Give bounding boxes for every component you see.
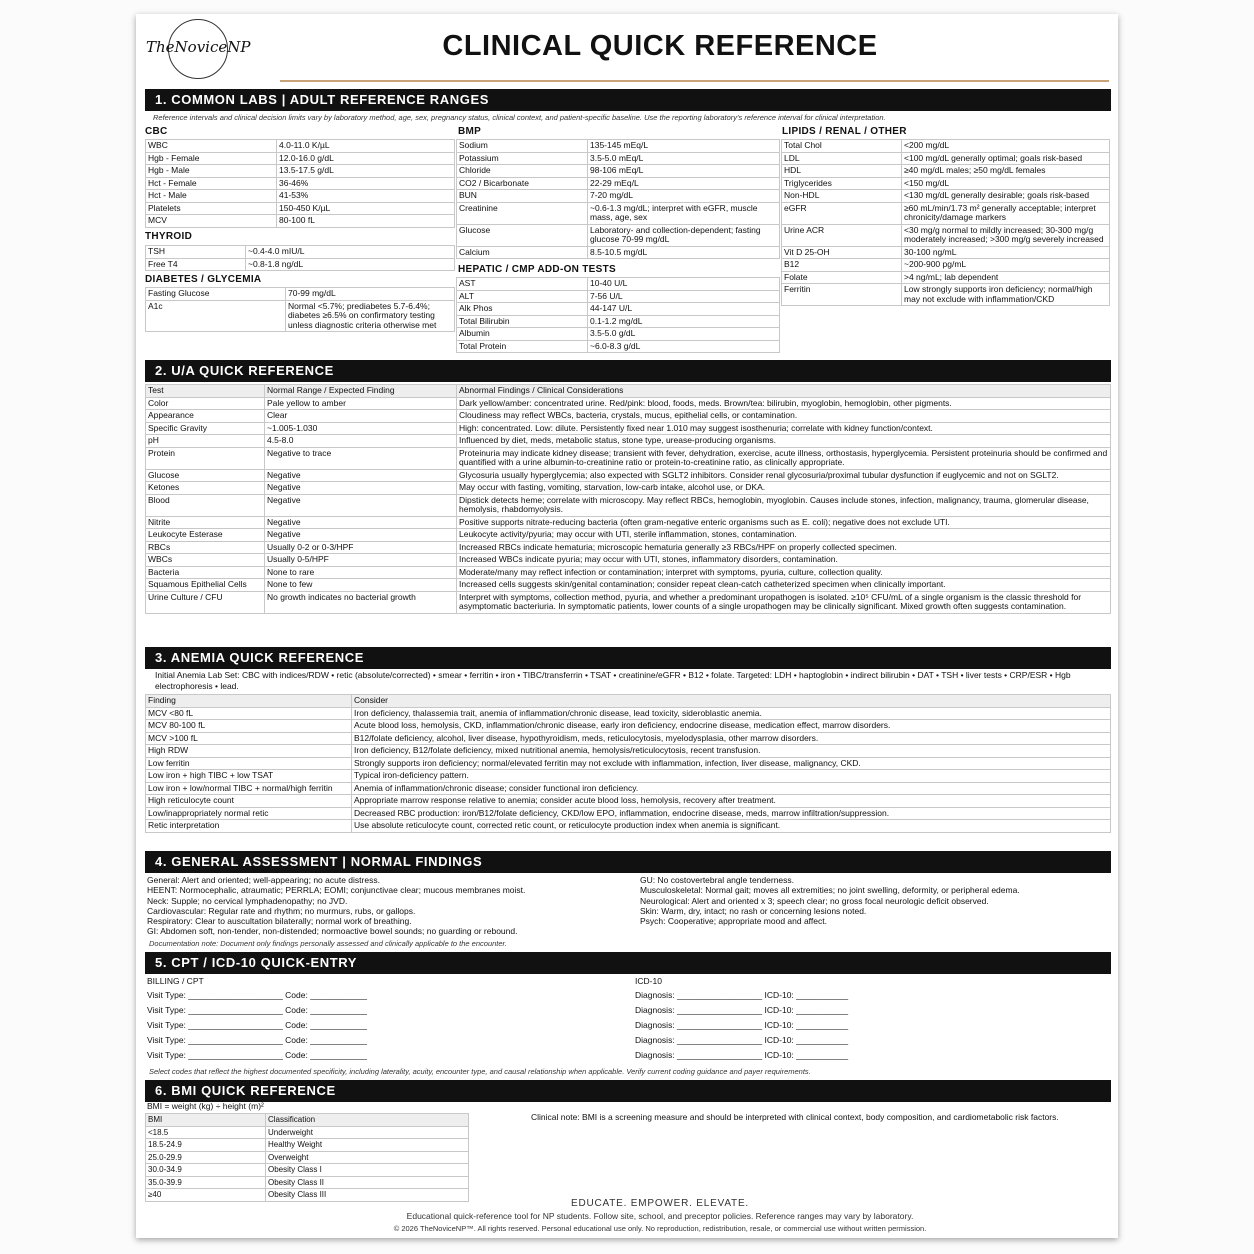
table-cell: 25.0-29.9 [146,1151,266,1164]
table-cell: Laboratory- and collection-dependent; fasting glucose 70-99 mg/dL [588,224,780,246]
billing-entry-line[interactable]: Visit Type: ____________________ Code: ____________ [147,1005,367,1015]
table-cell: Decreased RBC production: iron/B12/folate deficiency, CKD/low EPO, inflammation, endocrine disease, meds, marrow infiltration/suppression. [352,807,1111,820]
table-cell: Proteinuria may indicate kidney disease; transient with fever, dehydration, exercise, acute illness, orthostasis, hyperglycemia. Persistent proteinuria should be confirmed and quantified with a urine albumin-to-creatinine ratio or protein-to-creatinine ratio, as clinically appropriate. [457,447,1111,469]
table-cell: <150 mg/dL [902,177,1110,190]
table-cell: Protein [146,447,265,469]
table-row [457,224,780,246]
table-cell: <18.5 [146,1126,266,1139]
table-cell: Creatinine [457,202,588,224]
table-cell: TSH [146,246,246,259]
table-cell: Non-HDL [782,190,902,203]
table-row [146,410,1111,423]
table-row [782,284,1110,306]
hepatic-title: HEPATIC / CMP ADD-ON TESTS [458,264,616,275]
table-cell: 30-100 ng/mL [902,246,1110,259]
table-row [146,732,1111,745]
table-cell: Appearance [146,410,265,423]
section-1-header: 1. COMMON LABS | ADULT REFERENCE RANGES [145,89,1111,111]
table-row [782,152,1110,165]
table-row [146,591,1111,613]
table-cell: 35.0-39.9 [146,1176,266,1189]
table-cell: Iron deficiency, B12/folate deficiency, mixed nutritional anemia, hemolysis/reticulocytosis, recent transfusion. [352,745,1111,758]
table-row [146,300,455,332]
table-cell: 44-147 U/L [588,303,780,316]
table-row [146,541,1111,554]
table-cell: Urine Culture / CFU [146,591,265,613]
billing-entry-line[interactable]: Visit Type: ____________________ Code: ____________ [147,1020,367,1030]
table-row [146,1151,469,1164]
table-cell: Potassium [457,152,588,165]
table-cell: MCV >100 fL [146,732,352,745]
table-cell: Total Chol [782,140,902,153]
table-cell: Clear [265,410,457,423]
table-cell: Ferritin [782,284,902,306]
bmp-table [456,139,780,259]
bmi-clinical-note: Clinical note: BMI is a screening measure and should be interpreted with clinical context, body composition, and cardiometabolic risk factors. [531,1112,1059,1122]
table-row [146,1164,469,1177]
table-row [146,1139,469,1152]
section-5-header: 5. CPT / ICD-10 QUICK-ENTRY [145,952,1111,974]
icd-entry-line[interactable]: Diagnosis: __________________ ICD-10: ___________ [635,1035,849,1045]
table-cell: ≥60 mL/min/1.73 m² generally acceptable; interpret chronicity/damage markers [902,202,1110,224]
table-cell: Albumin [457,328,588,341]
table-row [146,757,1111,770]
table-cell: ~1.005-1.030 [265,422,457,435]
table-cell: Sodium [457,140,588,153]
table-cell: <100 mg/dL generally optimal; goals risk-based [902,152,1110,165]
table-row [146,516,1111,529]
table-row [146,447,1111,469]
table-cell: Obesity Class II [266,1176,469,1189]
table-cell: WBCs [146,554,265,567]
table-cell: Negative [265,529,457,542]
assessment-line: General: Alert and oriented; well-appearing; no acute distress. [147,875,380,885]
coding-note: Select codes that reflect the highest documented specificity, including laterality, acuity, encounter type, and causal relationship when applicable. Verify current coding guidance and payer requirements. [149,1067,811,1076]
table-cell: Glycosuria usually hyperglycemia; also expected with SGLT2 inhibitors. Consider renal glycosuria/proximal tubular dysfunction if euglycemic and not on SGLT2. [457,469,1111,482]
section-3-header: 3. ANEMIA QUICK REFERENCE [145,647,1111,669]
table-row [782,246,1110,259]
table-cell: Leukocyte activity/pyuria; may occur with UTI, sterile inflammation, stones, contamination. [457,529,1111,542]
table-row [146,770,1111,783]
table-cell: Positive supports nitrate-reducing bacteria (often gram-negative enteric organisms such as E. coli); negative does not exclude UTI. [457,516,1111,529]
table-row [146,469,1111,482]
anemia-table [145,694,1111,833]
bmp-title: BMP [458,126,482,137]
billing-entry-line[interactable]: Visit Type: ____________________ Code: ____________ [147,1050,367,1060]
table-row [457,278,780,291]
table-cell: Specific Gravity [146,422,265,435]
table-cell: <130 mg/dL generally desirable; goals risk-based [902,190,1110,203]
assessment-line: Skin: Warm, dry, intact; no rash or concerning lesions noted. [640,905,867,916]
table-cell: Hct - Male [146,190,277,203]
title-divider [280,80,1109,82]
table-cell: 13.5-17.5 g/dL [277,165,455,178]
table-row [457,246,780,259]
table-row [146,140,455,153]
table-row [782,224,1110,246]
assessment-left-column [147,875,525,937]
table-row [782,177,1110,190]
table-row [457,202,780,224]
table-row [146,529,1111,542]
table-cell: Folate [782,271,902,284]
table-cell: Interpret with symptoms, collection method, pyuria, and whether a predominant uropathogen is isolated. ≥10⁵ CFU/mL of a single organism is the classic threshold for asymptomatic bacteriuria. In symptomatic patients, lower counts of a single uropathogen may be clinically significant. Mixed growth often suggests contamination. [457,591,1111,613]
table-row [146,177,455,190]
table-row [782,140,1110,153]
table-row [146,554,1111,567]
table-cell: Negative [265,469,457,482]
table-cell: Hgb - Male [146,165,277,178]
table-cell: Increased WBCs indicate pyuria; may occur with UTI, stones, inflammatory disorders, contamination. [457,554,1111,567]
table-cell: MCV <80 fL [146,707,352,720]
table-row [782,190,1110,203]
table-cell: Retic interpretation [146,820,352,833]
table-cell: Low iron + high TIBC + low TSAT [146,770,352,783]
footer-copyright: © 2026 TheNoviceNP™. All rights reserved. Personal educational use only. No reproduction, redistribution, resale, or commercial use without written permission. [393,1224,927,1233]
thyroid-table [145,245,455,271]
table-cell: >4 ng/mL; lab dependent [902,271,1110,284]
table-cell: Calcium [457,246,588,259]
table-cell: 36-46% [277,177,455,190]
table-cell: WBC [146,140,277,153]
lipids-table [781,139,1110,306]
table-row [146,482,1111,495]
section-1-note: Reference intervals and clinical decision limits vary by laboratory method, age, sex, pregnancy status, clinical context, and patient-specific baseline. Use the reporting laboratory's reference interval for clinical interpretation. [153,113,886,122]
icd-entry-line[interactable]: Diagnosis: __________________ ICD-10: ___________ [635,990,849,1000]
cbc-table [145,139,455,228]
table-cell: Usually 0-5/HPF [265,554,457,567]
assessment-line: Psych: Cooperative; appropriate mood and affect. [640,916,827,927]
table-cell: A1c [146,300,286,332]
table-header-row [146,1114,469,1127]
table-cell: 7-20 mg/dL [588,190,780,203]
table-cell: 70-99 mg/dL [286,288,455,301]
table-cell: Glucose [146,469,265,482]
column-header: Normal Range / Expected Finding [265,385,457,398]
lipids-title: LIPIDS / RENAL / OTHER [782,126,907,137]
table-row [146,288,455,301]
table-row [457,177,780,190]
table-cell: Glucose [457,224,588,246]
thyroid-title: THYROID [145,231,193,242]
table-cell: Overweight [266,1151,469,1164]
icd-entry-line[interactable]: Diagnosis: __________________ ICD-10: ___________ [635,1050,849,1060]
table-cell: Vit D 25-OH [782,246,902,259]
table-row [146,190,455,203]
table-cell: Moderate/many may reflect infection or contamination; interpret with symptoms, pyuria, culture, collection quality. [457,566,1111,579]
table-cell: BUN [457,190,588,203]
assessment-line: Cardiovascular: Regular rate and rhythm; no murmurs, rubs, or gallops. [147,905,416,916]
table-cell: pH [146,435,265,448]
table-cell: Anemia of inflammation/chronic disease; consider functional iron deficiency. [352,782,1111,795]
table-row [457,152,780,165]
table-cell: eGFR [782,202,902,224]
table-cell: RBCs [146,541,265,554]
table-cell: ~0.6-1.3 mg/dL; interpret with eGFR, muscle mass, age, sex [588,202,780,224]
table-cell: AST [457,278,588,291]
table-cell: May occur with fasting, vomiting, starvation, low-carb intake, alcohol use, or DKA. [457,482,1111,495]
assessment-line: Musculoskeletal: Normal gait; moves all extremities; no joint swelling, deformity, or peripheral edema. [640,885,1020,896]
table-row [782,259,1110,272]
table-cell: 0.1-1.2 mg/dL [588,315,780,328]
footer-tagline: EDUCATE. EMPOWER. ELEVATE. [570,1198,750,1209]
table-cell: 98-106 mEq/L [588,165,780,178]
table-row [146,707,1111,720]
hepatic-table [456,277,780,353]
bmi-formula: BMI = weight (kg) ÷ height (m)² [147,1101,264,1111]
table-cell: Hct - Female [146,177,277,190]
table-row [146,795,1111,808]
table-cell: Strongly supports iron deficiency; normal/elevated ferritin may not exclude with inflammation, infection, liver disease, malignancy, CKD. [352,757,1111,770]
table-row [146,720,1111,733]
bmi-table [145,1113,469,1202]
table-row [146,435,1111,448]
column-header: Abnormal Findings / Clinical Considerations [457,385,1111,398]
icd-entry-line[interactable]: Diagnosis: __________________ ICD-10: ___________ [635,1020,849,1030]
table-row [146,782,1111,795]
table-cell: Platelets [146,202,277,215]
table-cell: Triglycerides [782,177,902,190]
table-cell: 3.5-5.0 g/dL [588,328,780,341]
table-row [457,190,780,203]
table-cell: 10-40 U/L [588,278,780,291]
table-cell: Squamous Epithelial Cells [146,579,265,592]
table-row [146,246,455,259]
column-header: Finding [146,695,352,708]
table-row [146,566,1111,579]
table-cell: 135-145 mEq/L [588,140,780,153]
assessment-line: HEENT: Normocephalic, atraumatic; PERRLA; EOMI; conjunctivae clear; mucous membranes moist. [147,885,526,896]
diabetes-table [145,287,455,332]
table-cell: Total Protein [457,340,588,353]
table-cell: ≥40 mg/dL males; ≥50 mg/dL females [902,165,1110,178]
table-cell: Urine ACR [782,224,902,246]
table-cell: 18.5-24.9 [146,1139,266,1152]
documentation-note: Documentation note: Document only findings personally assessed and clinically applicable to the encounter. [149,939,507,948]
table-cell: Healthy Weight [266,1139,469,1152]
table-cell: Low/inappropriately normal retic [146,807,352,820]
table-row [457,340,780,353]
table-cell: Blood [146,494,265,516]
table-row [782,202,1110,224]
table-header-row [146,385,1111,398]
table-cell: Color [146,397,265,410]
table-cell: MCV [146,215,277,228]
table-cell: Nitrite [146,516,265,529]
table-row [457,140,780,153]
billing-entry-line[interactable]: Visit Type: ____________________ Code: ____________ [147,1035,367,1045]
table-row [146,807,1111,820]
table-cell: Influenced by diet, meds, metabolic status, stone type, urease-producing organisms. [457,435,1111,448]
table-cell: ~200-900 pg/mL [902,259,1110,272]
billing-entry-line[interactable]: Visit Type: ____________________ Code: ____________ [147,990,367,1000]
table-cell: Iron deficiency, thalassemia trait, anemia of inflammation/chronic disease, lead toxicity, sideroblastic anemia. [352,707,1111,720]
table-cell: Increased cells suggests skin/genital contamination; consider repeat clean-catch catheterized specimen when clinically important. [457,579,1111,592]
table-cell: Fasting Glucose [146,288,286,301]
icd-label: ICD-10 [635,976,662,986]
table-cell: CO2 / Bicarbonate [457,177,588,190]
icd-entry-line[interactable]: Diagnosis: __________________ ICD-10: ___________ [635,1005,849,1015]
table-cell: High RDW [146,745,352,758]
table-cell: MCV 80-100 fL [146,720,352,733]
section-4-header: 4. GENERAL ASSESSMENT | NORMAL FINDINGS [145,851,1111,873]
table-row [146,202,455,215]
table-cell: ALT [457,290,588,303]
table-row [146,1176,469,1189]
table-cell: <30 mg/g normal to mildly increased; 30-300 mg/g moderately increased; >300 mg/g severely increased [902,224,1110,246]
table-cell: Obesity Class I [266,1164,469,1177]
table-cell: Negative to trace [265,447,457,469]
table-cell: Alk Phos [457,303,588,316]
table-cell: Cloudiness may reflect WBCs, bacteria, crystals, mucus, epithelial cells, or contamination. [457,410,1111,423]
reference-sheet [136,14,1118,1238]
table-cell: 3.5-5.0 mEq/L [588,152,780,165]
table-cell: Bacteria [146,566,265,579]
table-cell: 30.0-34.9 [146,1164,266,1177]
table-cell: Ketones [146,482,265,495]
table-cell: Increased RBCs indicate hematuria; microscopic hematuria generally ≥3 RBCs/HPF on properly collected specimen. [457,541,1111,554]
table-cell: <200 mg/dL [902,140,1110,153]
table-cell: Leukocyte Esterase [146,529,265,542]
table-cell: Total Bilirubin [457,315,588,328]
table-row [457,328,780,341]
table-cell: High reticulocyte count [146,795,352,808]
table-cell: Pale yellow to amber [265,397,457,410]
table-row [146,258,455,271]
assessment-line: GU: No costovertebral angle tenderness. [640,875,795,885]
assessment-line: Neck: Supple; no cervical lymphadenopathy; no JVD. [147,895,348,906]
table-cell: Use absolute reticulocyte count, corrected retic count, or reticulocyte production index when anemia is significant. [352,820,1111,833]
table-cell: 12.0-16.0 g/dL [277,152,455,165]
table-cell: Free T4 [146,258,246,271]
footer-disclaimer: Educational quick-reference tool for NP students. Follow site, school, and preceptor policies. Reference ranges may vary by laboratory. [406,1211,914,1221]
table-cell: High: concentrated. Low: dilute. Persistently fixed near 1.010 may suggest isosthenuria; correlate with kidney function/context. [457,422,1111,435]
table-cell: 8.5-10.5 mg/dL [588,246,780,259]
section-2-header: 2. U/A QUICK REFERENCE [145,360,1111,382]
table-row [782,165,1110,178]
table-cell: 4.5-8.0 [265,435,457,448]
table-row [146,579,1111,592]
table-cell: 7-56 U/L [588,290,780,303]
table-cell: Negative [265,516,457,529]
column-header: Consider [352,695,1111,708]
column-header: Classification [266,1114,469,1127]
table-cell: No growth indicates no bacterial growth [265,591,457,613]
table-row [457,290,780,303]
table-row [146,745,1111,758]
table-cell: Negative [265,482,457,495]
table-cell: 22-29 mEq/L [588,177,780,190]
urinalysis-table [145,384,1111,614]
table-cell: ≥40 [146,1189,266,1202]
table-cell: B12 [782,259,902,272]
table-cell: Typical iron-deficiency pattern. [352,770,1111,783]
billing-label: BILLING / CPT [147,976,204,986]
table-row [457,303,780,316]
table-cell: B12/folate deficiency, alcohol, liver disease, hypothyroidism, meds, reticulocytosis, myelodysplasia, other marrow disorders. [352,732,1111,745]
table-cell: Usually 0-2 or 0-3/HPF [265,541,457,554]
table-cell: 80-100 fL [277,215,455,228]
assessment-line: Neurological: Alert and oriented x 3; speech clear; no gross focal neurologic deficit observed. [640,895,989,906]
assessment-line: Respiratory: Clear to auscultation bilaterally; normal work of breathing. [147,916,412,927]
table-cell: None to rare [265,566,457,579]
section-6-header: 6. BMI QUICK REFERENCE [145,1080,1111,1102]
table-row [146,152,455,165]
table-row [457,165,780,178]
table-cell: Underweight [266,1126,469,1139]
logo-text: TheNoviceNP [146,38,251,56]
table-cell: Appropriate marrow response relative to anemia; consider acute blood loss, hemolysis, recovery after treatment. [352,795,1111,808]
table-row [146,422,1111,435]
table-cell: LDL [782,152,902,165]
table-cell: Low iron + low/normal TIBC + normal/high ferritin [146,782,352,795]
anemia-lab-set: Initial Anemia Lab Set: CBC with indices/RDW • retic (absolute/corrected) • smear • ferritin • iron • TIBC/transferrin • TSAT • creatinine/eGFR • B12 • folate. Targeted: LDH • haptoglobin • indirect bilirubin • DAT • TSH • liver tests • CRP/ESR • Hgb electrophoresis • lead. [155,670,1071,691]
table-row [146,215,455,228]
table-cell: Negative [265,494,457,516]
table-cell: 41-53% [277,190,455,203]
diabetes-title: DIABETES / GLYCEMIA [145,274,262,285]
assessment-line: GI: Abdomen soft, non-tender, non-distended; normoactive bowel sounds; no guarding or rebound. [147,926,518,937]
table-row [146,397,1111,410]
table-row [457,315,780,328]
table-cell: Dark yellow/amber: concentrated urine. Red/pink: blood, foods, meds. Brown/tea: bilirubin, myoglobin, hemoglobin, other pigments. [457,397,1111,410]
table-cell: Hgb - Female [146,152,277,165]
table-cell: Chloride [457,165,588,178]
table-row [146,820,1111,833]
table-cell: HDL [782,165,902,178]
table-row [146,494,1111,516]
table-cell: Normal <5.7%; prediabetes 5.7-6.4%; diabetes ≥6.5% on confirmatory testing unless diagnostic criteria otherwise met [286,300,455,332]
table-cell: ~0.8-1.8 ng/dL [246,258,455,271]
table-cell: Low ferritin [146,757,352,770]
table-cell: Obesity Class III [266,1189,469,1202]
table-row [782,271,1110,284]
table-cell: Low strongly supports iron deficiency; normal/high may not exclude with inflammation/CKD [902,284,1110,306]
table-header-row [146,695,1111,708]
table-cell: ~6.0-8.3 g/dL [588,340,780,353]
table-cell: 4.0-11.0 K/µL [277,140,455,153]
table-cell: 150-450 K/µL [277,202,455,215]
table-row [146,165,455,178]
table-cell: Dipstick detects heme; correlate with microscopy. May reflect RBCs, hemoglobin, myoglobin. Causes include stones, infection, malignancy, trauma, glomerular disease, hemolysis, rhabdomyolysis. [457,494,1111,516]
cbc-title: CBC [145,126,168,137]
column-header: BMI [146,1114,266,1127]
table-cell: Acute blood loss, hemolysis, CKD, inflammation/chronic disease, early iron deficiency, endocrine disease, medication effect, marrow disorders. [352,720,1111,733]
page-title: CLINICAL QUICK REFERENCE [442,30,878,62]
column-header: Test [146,385,265,398]
assessment-right-column [640,875,1020,926]
table-cell: ~0.4-4.0 mIU/L [246,246,455,259]
table-row [146,1126,469,1139]
table-cell: None to few [265,579,457,592]
